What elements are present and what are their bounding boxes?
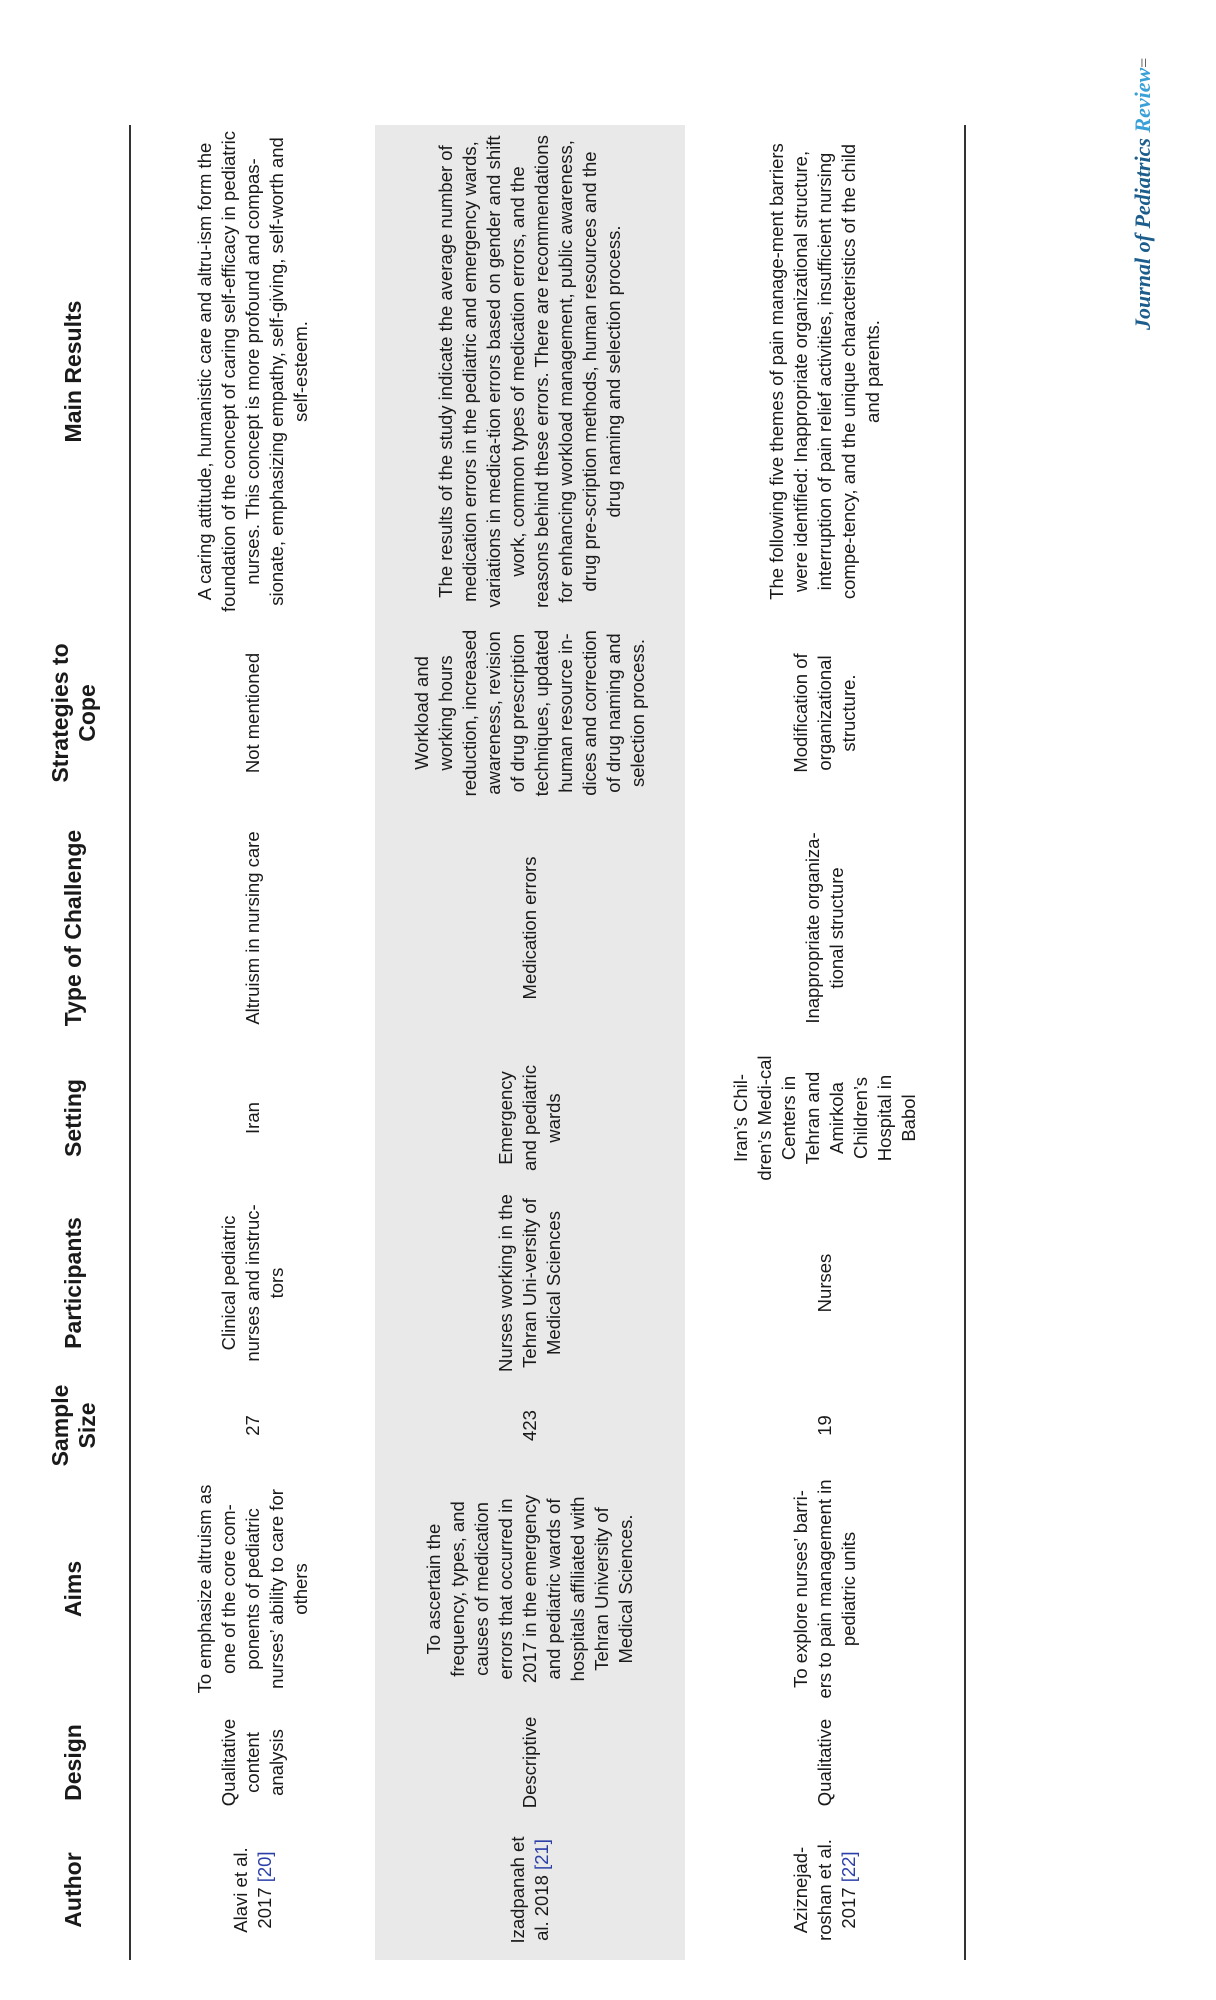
journal-name	[1130, 10, 1162, 330]
header-main-results: Main Results	[18, 125, 130, 618]
cell-setting: Iran’s Chil-dren’s Medi-cal Centers in Tehran and Amirkola Children’s Hospital in Babol	[685, 1048, 965, 1188]
journal-mark: =	[1134, 57, 1154, 68]
author-name: Izadpanah et al. 2018	[507, 1836, 552, 1944]
author-name: Alavi et al. 2017	[230, 1847, 275, 1933]
cell-design: Qualitative	[685, 1705, 965, 1820]
cell-participants: Nurses	[685, 1188, 965, 1378]
cell-setting: Emergency and pediatric wards	[495, 1065, 564, 1171]
cell-type-of-challenge: Medication errors	[519, 856, 540, 1000]
cell-aims: To ascertain the frequency, types, and causes of medication errors that occurred in 2017 in the emergency and pediatric wards of hospitals affiliated with Tehran University of Medical Sciences.	[423, 1494, 636, 1684]
table-header-row	[18, 125, 130, 1960]
cell-main-results: A caring attitude, humanistic care and altru-ism form the foundation of the concept of caring self-efficacy in pediatric nurses. This concept is more profound and compas-sionate, emphasizing empathy, self-giving, self-worth and self-esteem.	[194, 131, 311, 612]
author-name: Aziznejad-roshan et al. 2017	[789, 1839, 859, 1941]
cell-participants: Nurses working in the Tehran Uni-versity of Medical Sciences	[495, 1194, 564, 1372]
header-strategies-to-cope: Strategies to Cope	[18, 618, 130, 808]
cell-aims: To explore nurses’ barri-ers to pain management in pediatric units	[685, 1473, 965, 1705]
cell-design: Descriptive	[519, 1716, 540, 1809]
header-participants: Participants	[18, 1188, 130, 1378]
journal-name-part1: Journal of Pediatrics	[1130, 132, 1155, 330]
cell-strategies-to-cope: Workload and working hours reduction, increased awareness, revision of drug prescription techniques, updated human resource in-dices and correction of drug naming and selection process.	[411, 629, 648, 797]
cell-main-results: The results of the study indicate the average number of medication errors in the pediatric and emergency wards, variations in medica-tion errors based on gender and shift work, common types of medication errors, and the reasons behind these errors. There are recommendations for enhancing workload management, public awareness, drug pre-scription methods, human resources and the drug naming and selection process.	[435, 135, 624, 608]
cell-setting: Iran	[242, 1102, 263, 1134]
journal-name-part2: Review	[1130, 67, 1155, 133]
cell-author	[685, 1820, 965, 1960]
reference-link[interactable]: [21]	[531, 1839, 552, 1870]
table-row	[685, 125, 965, 1960]
cell-strategies-to-cope: Not mentioned	[242, 652, 263, 774]
reference-link[interactable]: [22]	[837, 1851, 859, 1883]
table-row	[130, 125, 375, 1960]
cell-sample-size: 27	[242, 1415, 263, 1436]
header-author: Author	[18, 1820, 130, 1960]
reference-link[interactable]: [20]	[254, 1851, 275, 1883]
cell-type-of-challenge: Inappropriate organiza-tional structure	[685, 808, 965, 1048]
header-sample-size: Sample Size	[18, 1378, 130, 1473]
header-type-of-challenge: Type of Challenge	[18, 808, 130, 1048]
cell-author	[130, 1820, 375, 1960]
rotated-table-container	[18, 125, 1118, 1960]
table-row	[375, 125, 685, 1960]
cell-sample-size: 423	[519, 1410, 540, 1441]
cell-type-of-challenge: Altruism in nursing care	[242, 831, 263, 1025]
cell-author	[375, 1820, 685, 1960]
cell-strategies-to-cope: Modification of organizational structure.	[685, 618, 965, 808]
cell-aims: To emphasize altruism as one of the core com-ponents of pediatric nurses’ ability to care for others	[194, 1484, 311, 1694]
header-design: Design	[18, 1705, 130, 1820]
header-setting: Setting	[18, 1048, 130, 1188]
cell-participants: Clinical pediatric nurses and instruc-tors	[218, 1204, 287, 1362]
cell-sample-size: 19	[685, 1378, 965, 1473]
cell-main-results: The following five themes of pain manage-ment barriers were identified: Inappropriate organizational structure, interruption of pain relief activities, insufficient nursing compe-tency, and the unique characteristics of the child and parents.	[685, 125, 965, 618]
header-aims: Aims	[18, 1473, 130, 1705]
studies-table	[18, 125, 966, 1960]
cell-design: Qualitative content analysis	[218, 1718, 287, 1807]
